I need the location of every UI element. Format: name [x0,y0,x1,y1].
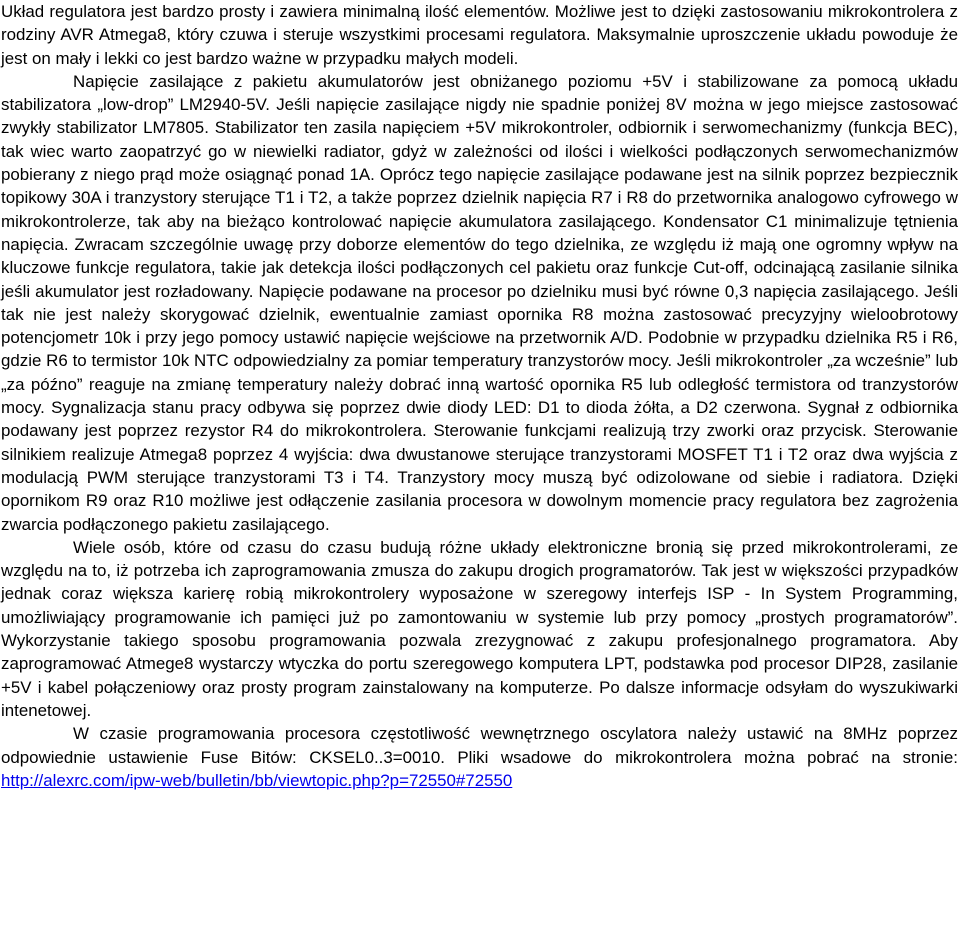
fuse-bits-text: W czasie programowania procesora częstotliwość wewnętrznego oscylatora należy ustawić na 8MHz poprzez odpowiednie ustawienie Fuse Bitów: CKSEL0..3=0010. Pliki wsadowe do mikrokontrolera można pobrać na stronie: [1,724,958,767]
download-link[interactable]: http://alexrc.com/ipw-web/bulletin/bb/viewtopic.php?p=72550#72550 [1,770,513,790]
paragraph-intro: Układ regulatora jest bardzo prosty i zawiera minimalną ilość elementów. Możliwe jest to dzięki zastosowaniu mikrokontrolera z rodziny AVR Atmega8, który czuwa i steruje wszystkimi procesami regulatora. Maksymalnie uproszczenie układu powoduje że jest on mały i lekki co jest bardzo ważne w przypadku małych modeli. [1,2,958,68]
paragraph-programming: Wiele osób, które od czasu do czasu budują różne układy elektroniczne bronią się przed mikrokontrolerami, ze względu na to, iż potrzeba ich zaprogramowania zmusza do zakupu drogich programatorów. Tak jest w większości przypadków jednak coraz większa karierę robią mikrokontrolery wyposażone w szeregowy interfejs ISP - In System Programming, umożliwiający programowanie ich pamięci już po zamontowaniu w systemie lub przy pomocy „prostych programatorów”. Wykorzystanie takiego sposobu programowania pozwala zrezygnować z zakupu profesjonalnego programatora. Aby zaprogramować Atmege8 wystarczy wtyczka do portu szeregowego komputera LPT, podstawka pod procesor DIP28, zasilanie +5V i kabel połączeniowy oraz prosty program zainstalowany na komputerze. Po dalsze informacje odsyłam do wyszukiwarki intenetowej. [1,537,958,720]
paragraph-power-supply: Napięcie zasilające z pakietu akumulatorów jest obniżanego poziomu +5V i stabilizowane za pomocą układu stabilizatora „low-drop” LM2940-5V. Jeśli napięcie zasilające nigdy nie spadnie poniżej 8V można w jego miejsce zastosować zwykły stabilizator LM7805. Stabilizator ten zasila napięciem +5V mikrokontroler, odbiornik i serwomechanizmy (funkcja BEC), tak wiec warto zaopatrzyć go w niewielki radiator, gdyż w zależności od ilości i wielkości podłączonych serwomechanizmów pobierany z niego prąd może osiągnąć ponad 1A. Oprócz tego napięcie zasilające podawane jest na silnik poprzez bezpiecznik topikowy 30A i tranzystory sterujące T1 i T2, a także poprzez dzielnik napięcia R7 i R8 do przetwornika analogowo cyfrowego w mikrokontrolerze, tak aby na bieżąco kontrolować napięcie akumulatora zasilającego. Kondensator C1 minimalizuje tętnienia napięcia. Zwracam szczególnie uwagę przy doborze elementów do tego dzielnika, ze względu iż mają one ogromny wpływ na kluczowe funkcje regulatora, takie jak detekcja ilości podłączonych cel pakietu oraz funkcje Cut-off, odcinającą zasilanie silnika jeśli akumulator jest rozładowany. Napięcie podawane na procesor po dzielniku musi być równe 0,3 napięcia zasilającego. Jeśli tak nie jest należy skorygować dzielnik, ewentualnie zamiast opornika R8 można zastosować precyzyjny wieloobrotowy potencjometr 10k i przy jego pomocy ustawić napięcie wejściowe na przetwornik A/D. Podobnie w przypadku dzielnika R5 i R6, gdzie R6 to termistor 10k NTC odpowiedzialny za pomiar temperatury tranzystorów mocy. Jeśli mikrokontroler „za wcześnie” lub „za późno” reaguje na zmianę temperatury należy dobrać inną wartość opornika R5 lub odległość termistora od tranzystorów mocy. Sygnalizacja stanu pracy odbywa się poprzez dwie diody LED: D1 to dioda żółta, a D2 czerwona. Sygnał z odbiornika podawany jest poprzez rezystor R4 do mikrokontrolera. Sterowanie funkcjami realizują trzy zworki oraz przycisk. Sterowanie silnikiem realizuje Atmega8 poprzez 4 wyjścia: dwa dwustanowe sterujące tranzystorami MOSFET T1 i T2 oraz dwa wyjścia z modulacją PWM sterujące tranzystorami T3 i T4. Tranzystory mocy muszą być odizolowane od siebie i radiatora. Dzięki opornikom R9 oraz R10 możliwe jest odłączenie zasilania procesora w dowolnym momencie pracy regulatora bez zagrożenia zwarcia podłączonego pakietu zasilającego. [1,71,958,534]
paragraph-fuse-bits [1,722,958,792]
